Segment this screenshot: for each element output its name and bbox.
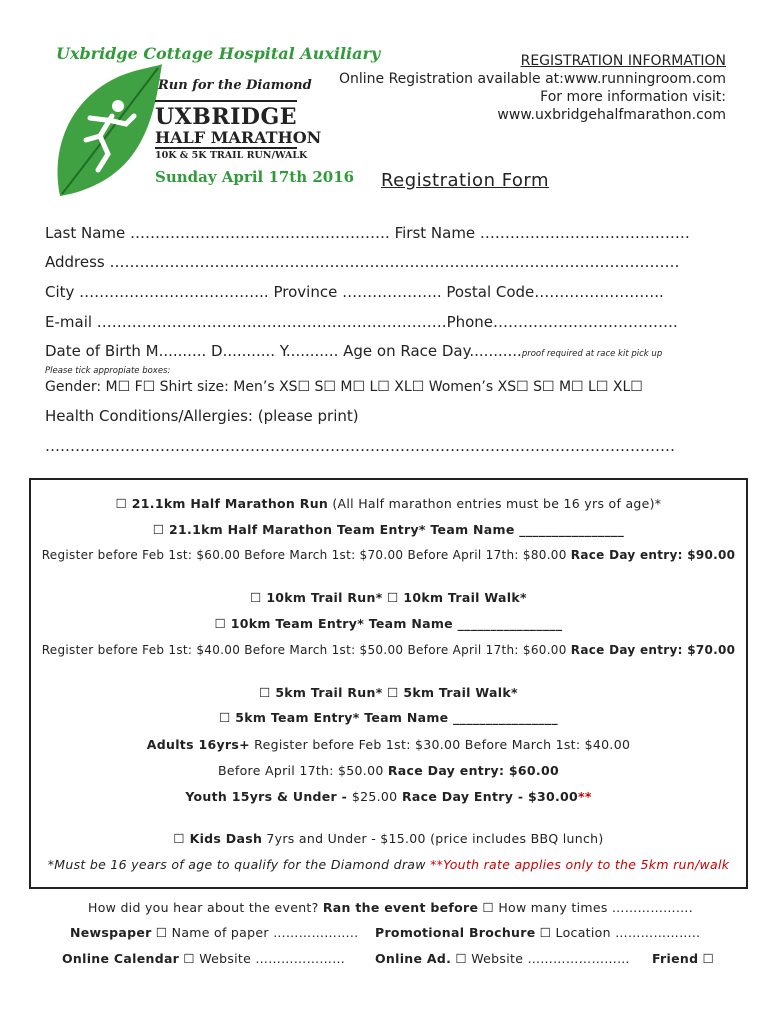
- registration-info-title: REGISTRATION INFORMATION: [520, 53, 726, 69]
- calendar-label: Online Calendar: [62, 951, 180, 966]
- friend-checkbox[interactable]: ☐: [698, 951, 715, 966]
- half-prices-row: [29, 548, 748, 562]
- logo-date-text: Sunday April 17th 2016: [155, 168, 355, 186]
- april-price: Before April 17th: $50.00: [218, 763, 388, 778]
- event-box: [29, 478, 748, 889]
- newspaper-row: [70, 925, 358, 940]
- adults-row: [29, 737, 748, 752]
- youth-note: **Youth rate applies only to the 5km run/walk: [430, 857, 730, 872]
- half-raceday: Race Day entry: $90.00: [570, 548, 736, 562]
- registration-info-line1: Online Registration available at:www.runningroom.com: [338, 71, 726, 87]
- friend-row: [652, 951, 714, 966]
- youth-row: [29, 789, 748, 804]
- form-title: Registration Form: [380, 170, 550, 191]
- diamond-note: *Must be 16 years of age to qualify for the Diamond draw: [47, 857, 431, 872]
- kids-note: 7yrs and Under - $15.00 (price includes BBQ lunch): [262, 831, 604, 846]
- registration-info-line3: www.uxbridgehalfmarathon.com: [497, 107, 726, 123]
- newspaper-checkbox[interactable]: ☐ Name of paper ………………..: [151, 925, 359, 940]
- online-ad-checkbox[interactable]: ☐ Website ……………………: [451, 951, 630, 966]
- logo-rule-top: [155, 100, 297, 102]
- logo-half-marathon-text: HALF MARATHON: [155, 128, 322, 147]
- dob-line[interactable]: Date of Birth M.......... D........... Y........... Age on Race Day...........: [45, 342, 522, 360]
- youth-raceday: Race Day Entry - $30.00: [397, 789, 578, 804]
- survey-question: How did you hear about the event?: [88, 900, 323, 915]
- ten-prices-row: [29, 643, 748, 657]
- tick-note: Please tick appropiate boxes:: [45, 366, 171, 376]
- dob-row: [45, 342, 662, 360]
- survey-row-1: [88, 900, 693, 915]
- notes-row: [29, 857, 748, 872]
- ten-raceday: Race Day entry: $70.00: [570, 643, 736, 657]
- youth-label: Youth 15yrs & Under -: [185, 789, 352, 804]
- health-line: Health Conditions/Allergies: (please print): [45, 407, 359, 425]
- form-title-row: [0, 170, 770, 191]
- ran-before-label: Ran the event before: [322, 900, 479, 915]
- online-ad-row: [375, 951, 630, 966]
- half-team-checkbox[interactable]: ☐ 21.1km Half Marathon Team Entry* Team Name ________________: [152, 522, 625, 537]
- registration-info-line2: For more information visit:: [540, 89, 726, 105]
- brochure-label: Promotional Brochure: [375, 925, 536, 940]
- half-run-row: [29, 496, 748, 511]
- newspaper-label: Newspaper: [70, 925, 152, 940]
- kids-checkbox[interactable]: ☐ Kids Dash: [173, 831, 263, 846]
- logo-uxbridge-text: UXBRIDGE: [155, 104, 298, 130]
- youth-price: $25.00: [351, 789, 398, 804]
- brochure-checkbox[interactable]: ☐ Location ………………..: [535, 925, 701, 940]
- ran-before-checkbox[interactable]: ☐ How many times ……………….: [478, 900, 694, 915]
- logo-auxiliary-text: Uxbridge Cottage Hospital Auxiliary: [56, 44, 381, 63]
- five-run-checkboxes[interactable]: ☐ 5km Trail Run* ☐ 5km Trail Walk*: [259, 685, 518, 700]
- gender-shirt-line[interactable]: Gender: M☐ F☐ Shirt size: Men’s XS☐ S☐ M☐ L☐ XL☐ Women’s XS☐ S☐ M☐ L☐ XL☐: [45, 379, 643, 395]
- five-team-checkbox[interactable]: ☐ 5km Team Entry* Team Name ________________: [219, 710, 558, 725]
- half-run-checkbox[interactable]: ☐ 21.1km Half Marathon Run: [115, 496, 329, 511]
- city-line[interactable]: City ……………………………….. Province ……………….. Postal Code……………………..: [45, 283, 664, 301]
- registration-info: [339, 52, 726, 124]
- calendar-checkbox[interactable]: ☐ Website …………………: [179, 951, 345, 966]
- ten-prices: Register before Feb 1st: $40.00 Before March 1st: $50.00 Before April 17th: $60.00: [41, 643, 571, 657]
- ten-team-checkbox[interactable]: ☐ 10km Team Entry* Team Name ________________: [214, 616, 563, 631]
- half-prices: Register before Feb 1st: $60.00 Before March 1st: $70.00 Before April 17th: $80.00: [41, 548, 571, 562]
- youth-stars: **: [578, 789, 592, 804]
- adults-prices: Register before Feb 1st: $30.00 Before March 1st: $40.00: [249, 737, 631, 752]
- name-line[interactable]: Last Name ……………………………………………. First Name ……………………………………: [45, 224, 690, 242]
- adults-label: Adults 16yrs+: [146, 737, 250, 752]
- email-line[interactable]: E-mail …………………………………………………………….Phone……………………………….: [45, 313, 678, 331]
- logo-run-for-text: Run for the Diamond: [158, 78, 312, 93]
- five-raceday: Race Day entry: $60.00: [387, 763, 559, 778]
- online-ad-label: Online Ad.: [375, 951, 452, 966]
- brochure-row: [375, 925, 700, 940]
- logo-sub-text: 10K & 5K TRAIL RUN/WALK: [155, 150, 308, 161]
- logo-rule-bottom: [155, 147, 297, 149]
- address-line[interactable]: Address ……………………………………………………………………………………………………: [45, 253, 680, 271]
- health-input-line[interactable]: ………………………………………………………………………………………………………………: [45, 437, 675, 455]
- friend-label: Friend: [652, 951, 699, 966]
- ten-run-checkboxes[interactable]: ☐ 10km Trail Run* ☐ 10km Trail Walk*: [250, 590, 527, 605]
- kids-row: [29, 831, 748, 846]
- calendar-row: [62, 951, 345, 966]
- dob-note: proof required at race kit pick up: [521, 349, 663, 359]
- april-row: [29, 763, 748, 778]
- half-run-note: (All Half marathon entries must be 16 yrs of age)*: [328, 496, 662, 511]
